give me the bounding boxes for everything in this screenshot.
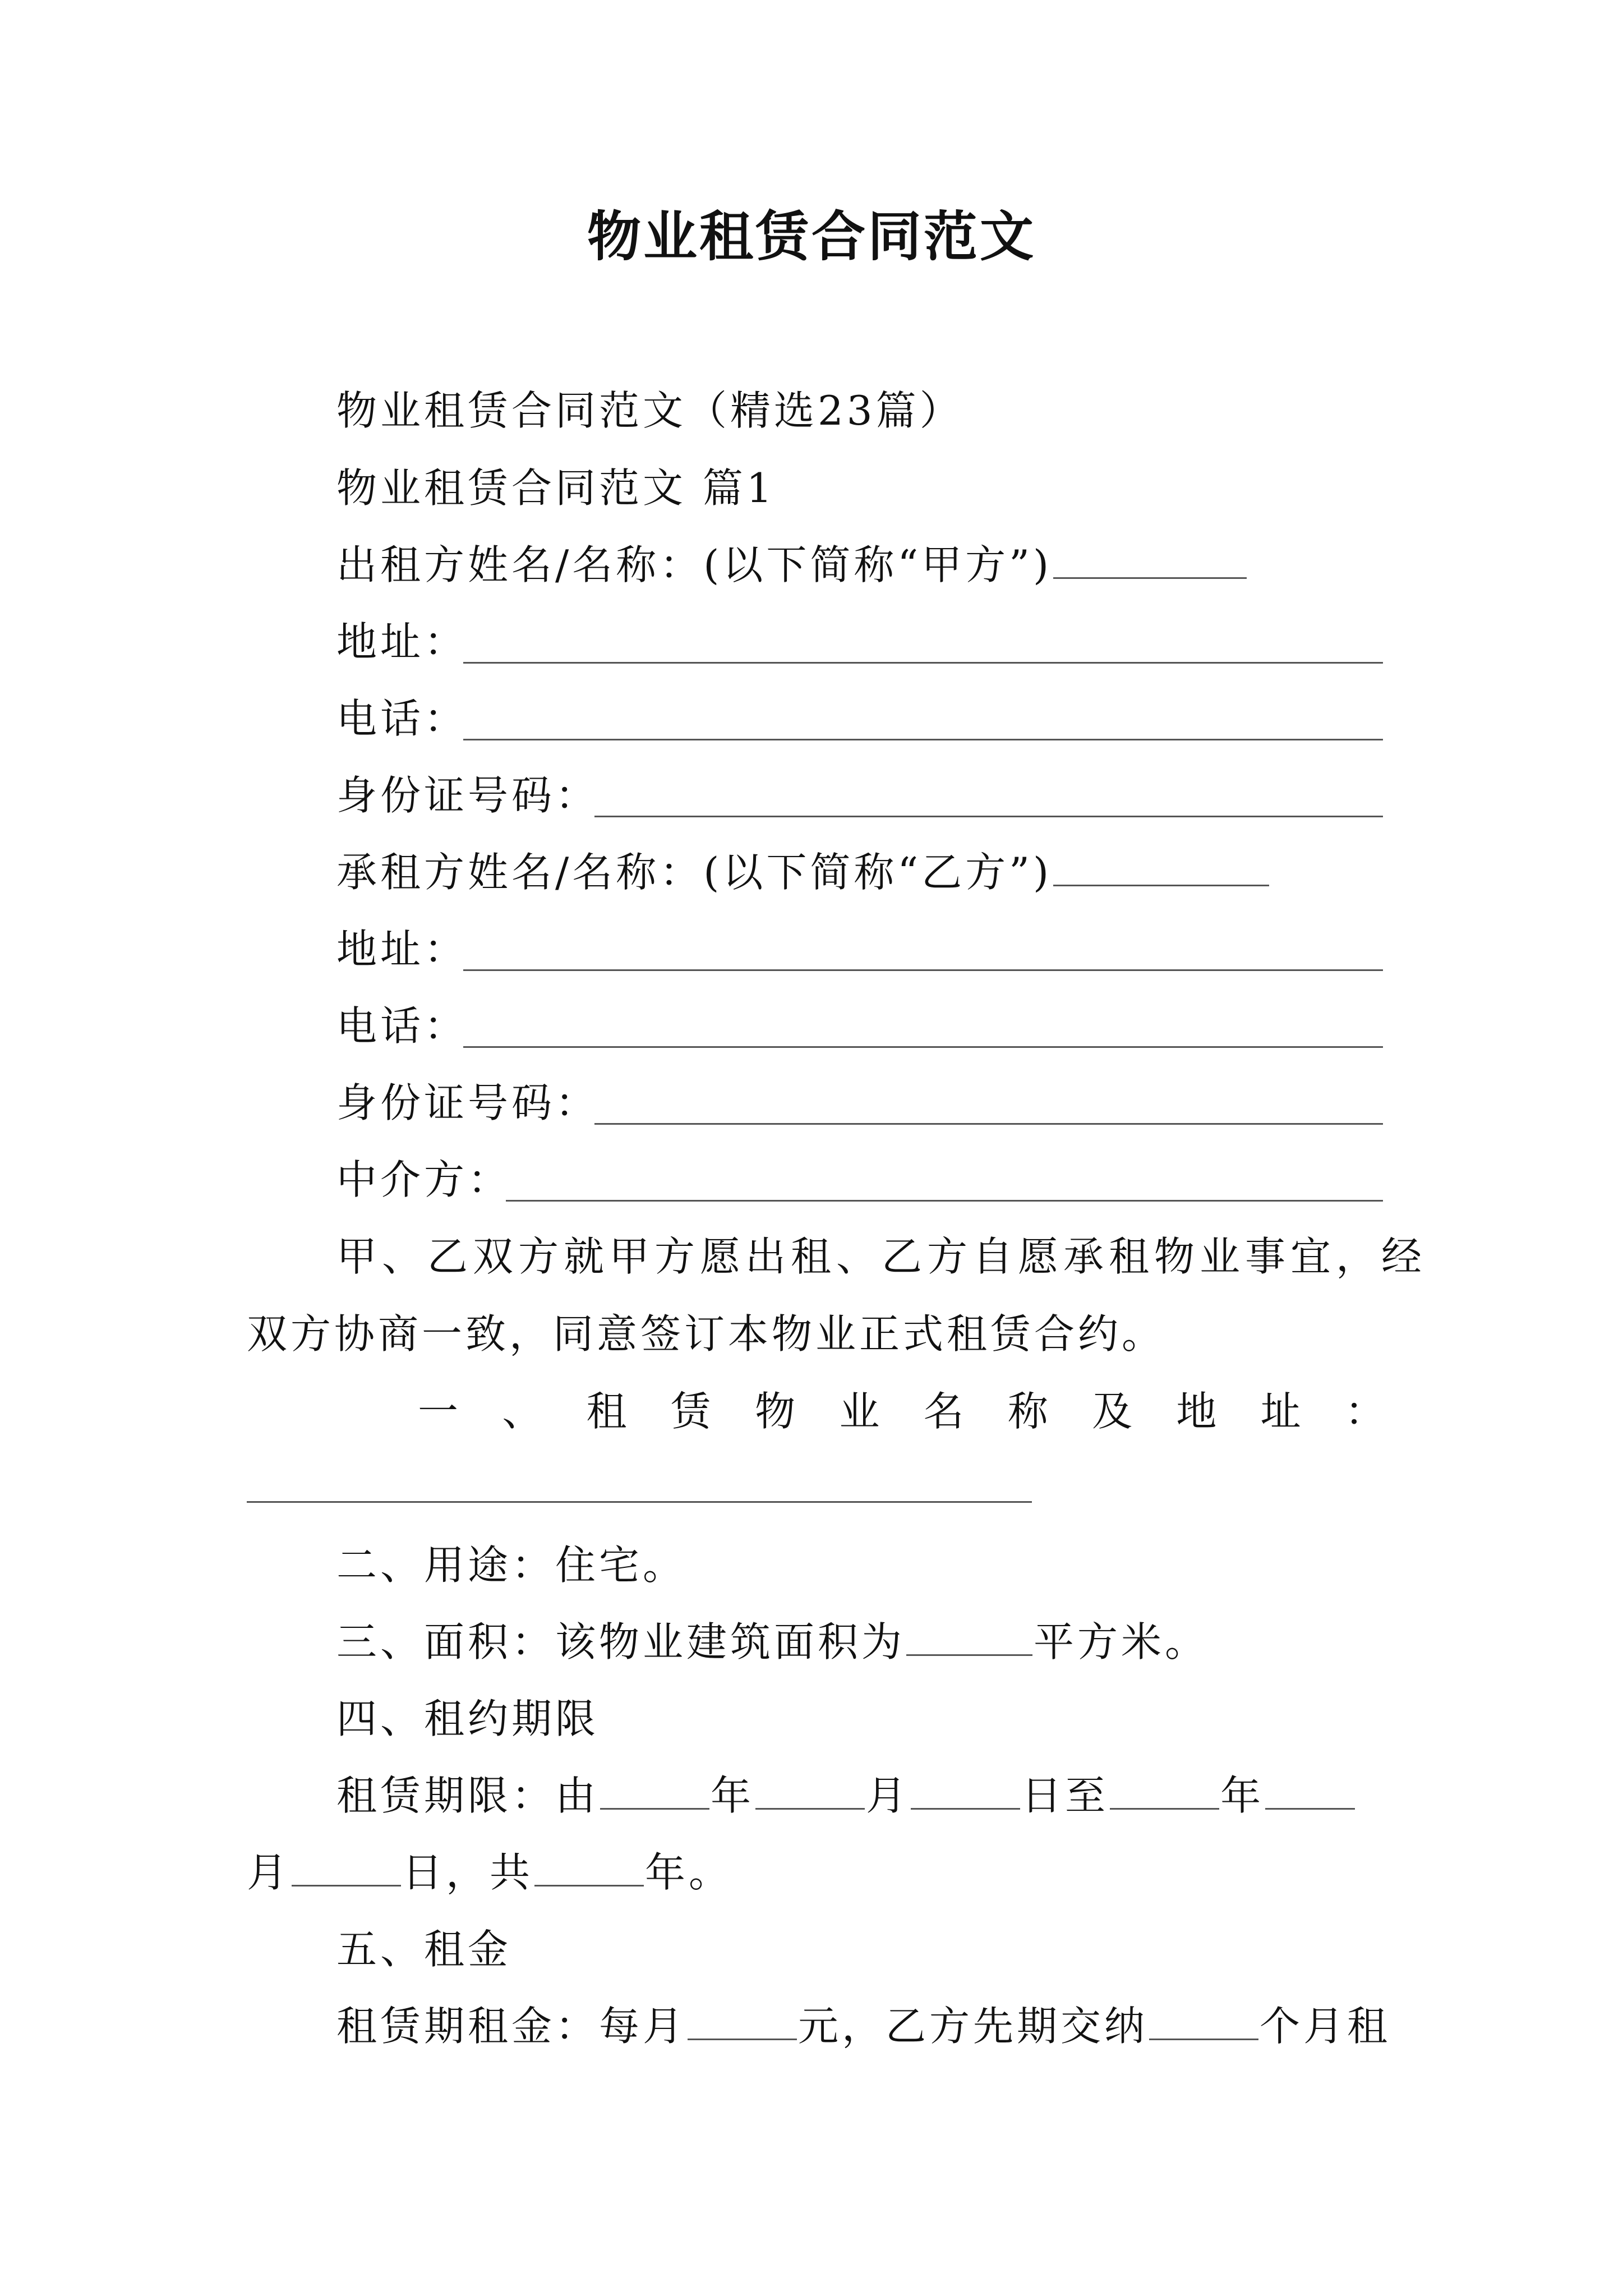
clause1-char: ：	[1344, 1388, 1385, 1435]
start-year-blank[interactable]	[600, 1768, 709, 1810]
lessor-id-blank[interactable]	[594, 816, 1383, 817]
clause1-char: 业	[839, 1388, 880, 1435]
term-row	[336, 1768, 1356, 1824]
term-label: 租赁期限：由	[336, 1772, 600, 1819]
term-year2-label: 年	[1220, 1772, 1265, 1819]
term-row-2	[247, 1844, 732, 1901]
rent-prepay-label: 元，乙方先期交纳	[798, 2003, 1149, 2050]
lessee-address-blank[interactable]	[463, 969, 1383, 971]
lessor-phone-row	[336, 691, 468, 747]
term-year-end-label: 年。	[645, 1849, 733, 1896]
lessee-blank[interactable]	[1053, 844, 1269, 886]
clause1-char: 一	[418, 1388, 459, 1435]
intro-paragraph-line1: 甲、乙双方就甲方愿出租、乙方自愿承租物业事宜，经	[336, 1233, 1427, 1280]
lessee-phone-label: 电话：	[336, 1002, 468, 1050]
lessor-phone-blank[interactable]	[463, 739, 1383, 740]
lessor-label: 出租方姓名/名称：(以下简称“甲方”)	[336, 541, 1053, 588]
agent-blank[interactable]	[506, 1200, 1383, 1202]
lessee-label: 承租方姓名/名称：(以下简称“乙方”)	[336, 849, 1053, 896]
lessee-phone-blank[interactable]	[463, 1046, 1383, 1048]
clause3-unit: 平方米。	[1034, 1618, 1209, 1665]
clause5: 五、租金	[336, 1926, 512, 1973]
document-subtitle: 物业租赁合同范文（精选23篇）	[336, 387, 963, 434]
clause1-char: 租	[586, 1388, 627, 1435]
start-month-blank[interactable]	[755, 1768, 865, 1810]
end-year-blank[interactable]	[1110, 1768, 1219, 1810]
lessor-row	[336, 537, 1248, 593]
intro-paragraph-line2: 双方协商一致，同意签订本物业正式租赁合约。	[247, 1310, 1166, 1358]
section-heading: 物业租赁合同范文 篇1	[336, 464, 776, 512]
clause4: 四、租约期限	[336, 1695, 600, 1742]
clause1-char: 名	[923, 1388, 964, 1435]
lessee-row	[336, 844, 1270, 900]
rent-row	[336, 1998, 1391, 2054]
rent-tail-label: 个月租	[1260, 2003, 1391, 2050]
start-day-blank[interactable]	[911, 1768, 1020, 1810]
lessee-id-blank[interactable]	[594, 1123, 1383, 1125]
lessor-id-label: 身份证号码：	[336, 772, 600, 819]
clause1-char: 及	[1092, 1388, 1133, 1435]
end-month-blank[interactable]	[1265, 1768, 1355, 1810]
clause1-char: 地	[1176, 1388, 1217, 1435]
prepay-months-blank[interactable]	[1149, 1998, 1258, 2040]
lessee-id-row	[336, 1075, 599, 1131]
area-blank[interactable]	[906, 1614, 1032, 1656]
clause1-char: 称	[1007, 1388, 1048, 1435]
lessor-address-blank[interactable]	[463, 662, 1383, 664]
monthly-rent-blank[interactable]	[688, 1998, 797, 2040]
lessor-address-row	[336, 614, 468, 670]
lessee-phone-row	[336, 998, 468, 1054]
end-day-blank[interactable]	[292, 1844, 401, 1887]
clause1-address-blank[interactable]	[247, 1501, 1032, 1503]
lessor-id-row	[336, 767, 599, 823]
term-month-label: 月	[866, 1772, 910, 1819]
agent-label: 中介方：	[336, 1156, 512, 1203]
clause3-row	[336, 1614, 1209, 1670]
term-month2-label: 月	[247, 1849, 291, 1896]
lessee-address-row	[336, 921, 468, 977]
total-years-blank[interactable]	[534, 1844, 644, 1887]
term-total-label: 日，共	[402, 1849, 534, 1896]
term-day-to-label: 日至	[1021, 1772, 1109, 1819]
clause1-char: 物	[755, 1388, 796, 1435]
clause1-char: 、	[502, 1388, 543, 1435]
lessee-id-label: 身份证号码：	[336, 1079, 600, 1126]
clause1-char: 赁	[670, 1388, 711, 1435]
clause1-char: 址	[1260, 1388, 1301, 1435]
agent-row	[336, 1152, 511, 1208]
lessee-address-label: 地址：	[336, 926, 468, 973]
clause2: 二、用途：住宅。	[336, 1542, 687, 1589]
rent-label: 租赁期租金：每月	[336, 2003, 687, 2050]
clause1-heading	[418, 1383, 1385, 1439]
term-year-label: 年	[711, 1772, 755, 1819]
lessor-phone-label: 电话：	[336, 695, 468, 742]
lessor-address-label: 地址：	[336, 618, 468, 665]
document-title: 物业租赁合同范文	[587, 205, 1036, 268]
lessor-blank[interactable]	[1053, 537, 1247, 579]
clause3-label: 三、面积：该物业建筑面积为	[336, 1618, 906, 1665]
